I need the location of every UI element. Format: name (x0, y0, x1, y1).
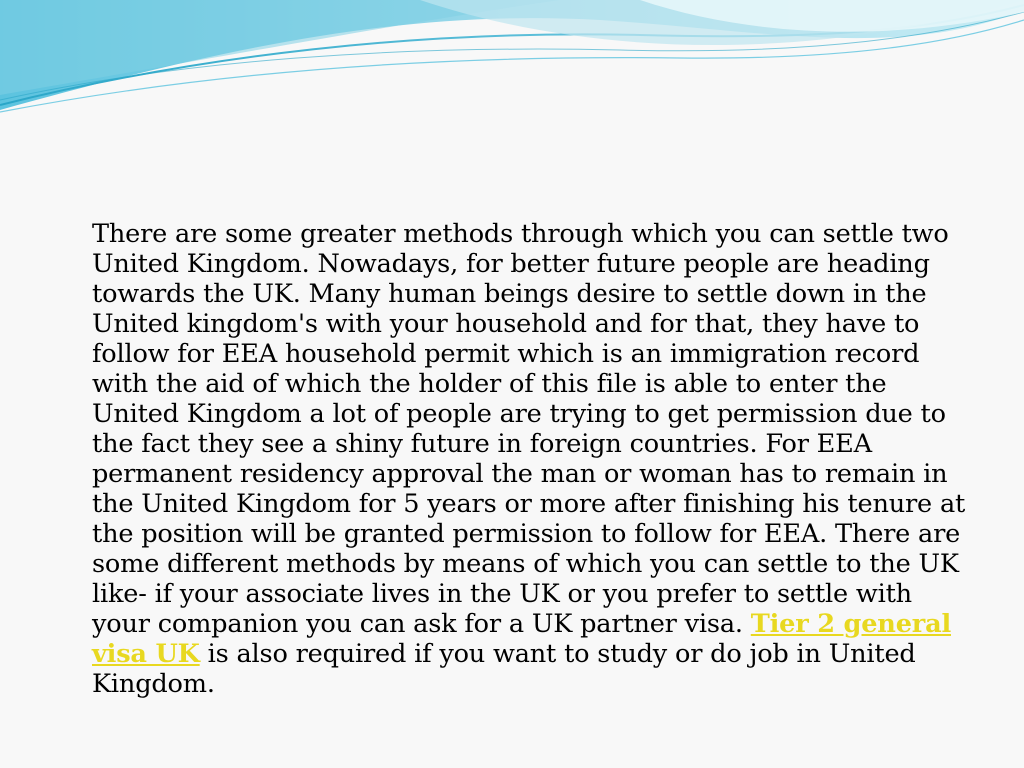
body-text-after-link: is also required if you want to study or do job in United Kingdom. (92, 639, 916, 699)
body-paragraph (92, 219, 972, 699)
tier-2-visa-link[interactable]: Tier 2 general visa UK (92, 609, 951, 669)
decorative-wave-header (0, 0, 1024, 130)
body-text-before-link: There are some greater methods through which you can settle two United Kingdom. Nowadays, for better future people are heading towards the UK. Many human beings desire to settle down in the United kingdom's with your household and for that, they have to follow for EEA household permit which is an immigration record with the aid of which the holder of this file is able to enter the United Kingdom a lot of people are trying to get permission due to the fact they see a shiny future in foreign countries. For EEA permanent residency approval the man or woman has to remain in the United Kingdom for 5 years or more after finishing his tenure at the position will be granted permission to follow for EEA. There are some different methods by means of which you can settle to the UK like- if your associate lives in the UK or you prefer to settle with your companion you can ask for a UK partner visa. (92, 219, 966, 639)
